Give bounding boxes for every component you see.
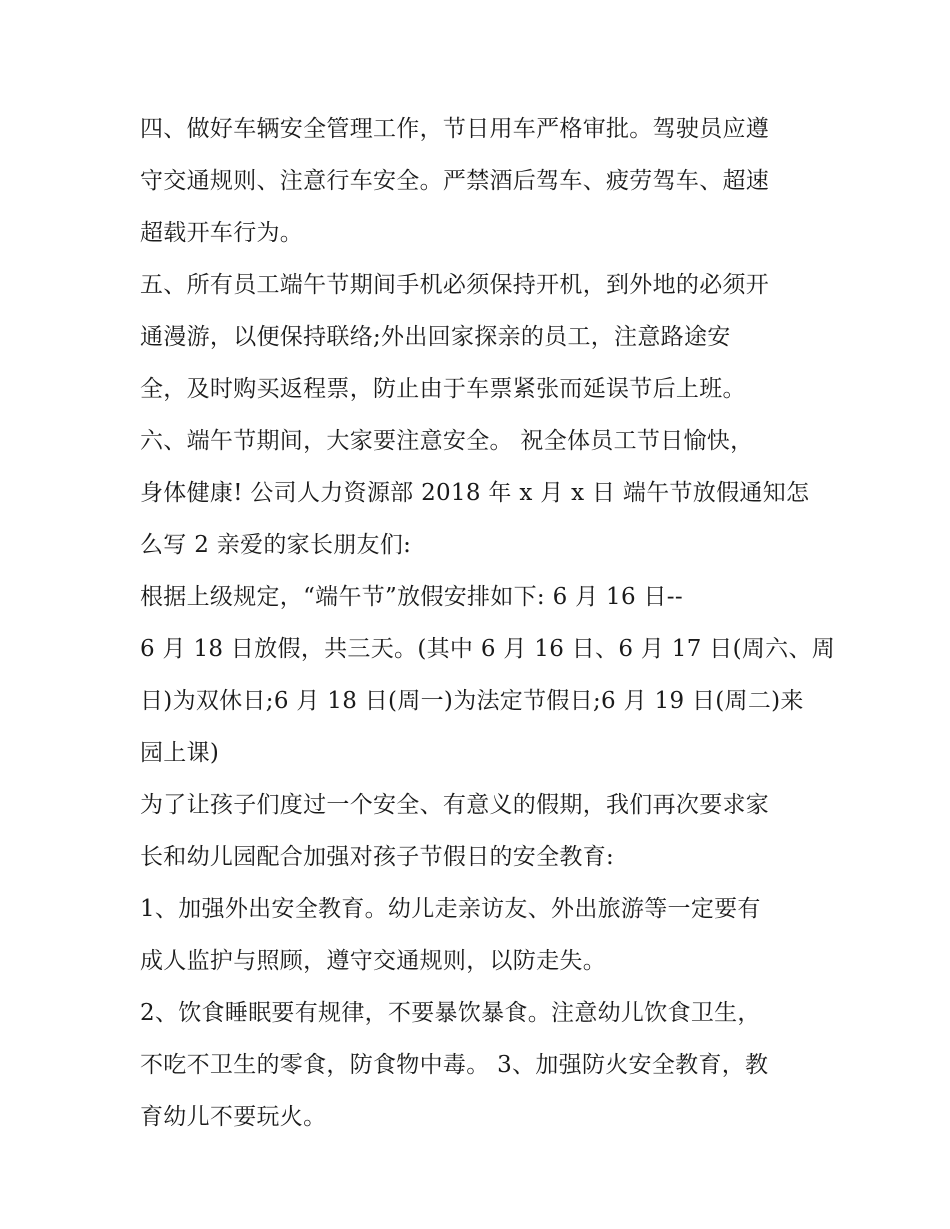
text-line: 根据上级规定，“端午节”放假安排如下: 6 月 16 日--: [140, 584, 683, 610]
text-line: 六、端午节期间，大家要注意安全。 祝全体员工节日愉快，: [140, 428, 754, 454]
text-line: 通漫游，以便保持联络;外出回家探亲的员工，注意路途安: [140, 324, 731, 350]
text-line: 超载开车行为。: [140, 220, 304, 246]
text-line: 成人监护与照顾，遵守交通规则，以防走失。: [140, 948, 606, 974]
text-line: 育幼儿不要玩火。: [140, 1104, 327, 1130]
text-line: 身体健康! 公司人力资源部 2018 年 x 月 x 日 端午节放假通知怎: [140, 480, 810, 506]
text-line: 五、所有员工端午节期间手机必须保持开机，到外地的必须开: [140, 272, 770, 298]
text-line: 么写 2 亲爱的家长朋友们:: [140, 532, 412, 558]
text-line: 日)为双休日;6 月 18 日(周一)为法定节假日;6 月 19 日(周二)来: [140, 688, 804, 714]
text-line: 1、加强外出安全教育。幼儿走亲访友、外出旅游等一定要有: [140, 896, 761, 922]
text-line: 为了让孩子们度过一个安全、有意义的假期，我们再次要求家: [140, 792, 770, 818]
text-line: 园上课): [140, 740, 220, 766]
text-line: 2、饮食睡眠要有规律，不要暴饮暴食。注意幼儿饮食卫生，: [140, 1000, 761, 1026]
text-line: 守交通规则、注意行车安全。严禁酒后驾车、疲劳驾车、超速: [140, 168, 770, 194]
text-line: 不吃不卫生的零食，防食物中毒。 3、加强防火安全教育，教: [140, 1052, 769, 1078]
text-line: 全，及时购买返程票，防止由于车票紧张而延误节后上班。: [140, 376, 746, 402]
text-line: 6 月 18 日放假，共三天。(其中 6 月 16 日、6 月 17 日(周六、周: [140, 636, 836, 662]
text-line: 长和幼儿园配合加强对孩子节假日的安全教育:: [140, 844, 615, 870]
text-line: 四、做好车辆安全管理工作，节日用车严格审批。驾驶员应遵: [140, 116, 770, 142]
